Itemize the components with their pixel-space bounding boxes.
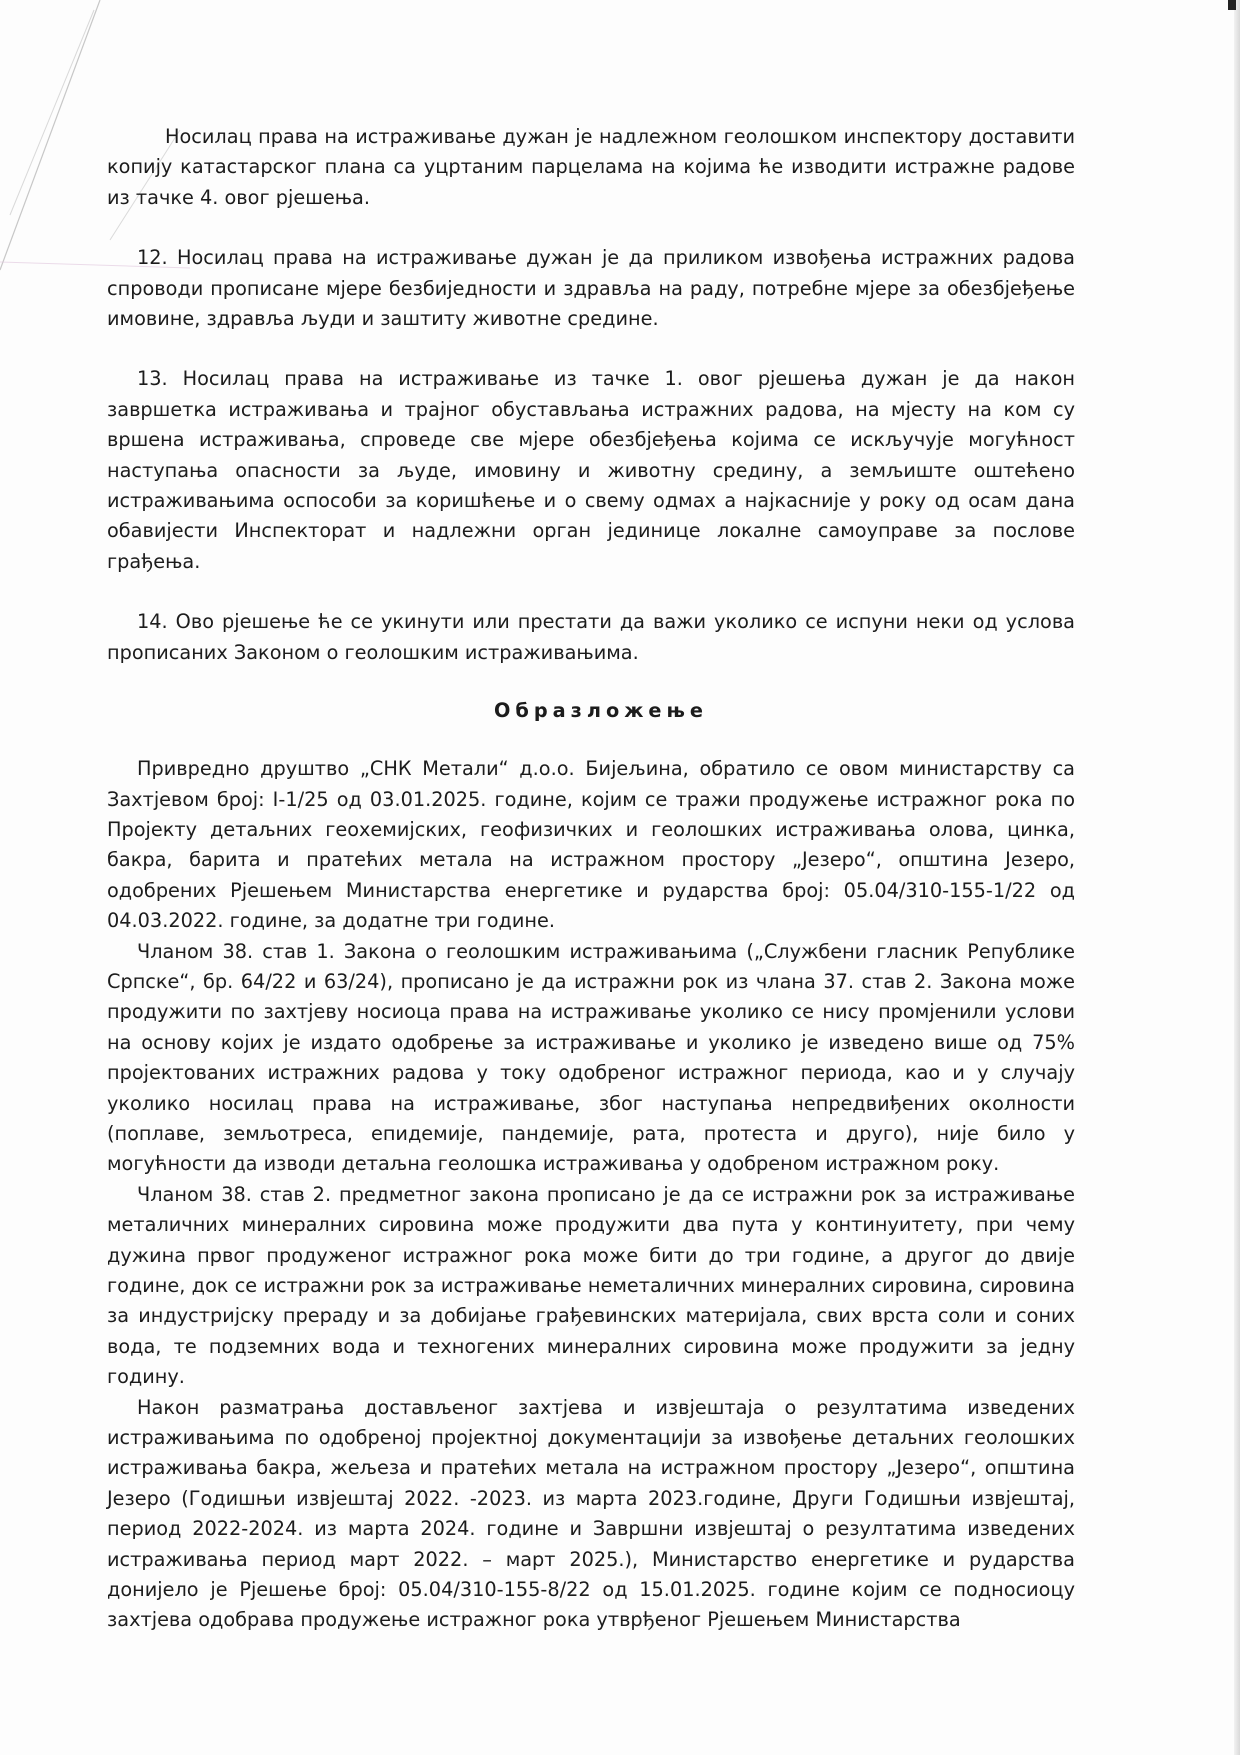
explanation-paragraph-2: Чланом 38. став 1. Закона о геолошким истраживањима („Службени гласник Републике Српске“, бр. 64/22 и 63/24), прописано је да истражни рок из члана 37. став 2. Закона може продужити по захтјеву носиоца права на истраживање уколико се нису промјенили услови на основу којих је издато одобрење за истраживање и уколико је изведено више од 75% пројектованих истражних радова у току одобреног истражног периода, као и у случају уколико носилац права на истраживање, због наступања непредвиђених околности (поплаве, земљотреса, епидемије, пандемије, рата, протеста и друго), није било у могућности да изводи детаљна геолошка истраживања у одобреном истражном року. xyxy=(107,939,1075,1176)
document-body xyxy=(107,122,1075,1636)
paragraph-14: 14. Ово рјешење ће се укинути или престати да важи уколико се испуни неки од услова прописаних Законом о геолошким истраживањима. xyxy=(107,610,1075,664)
explanation-paragraph-4: Након разматрања достављеног захтјева и извјештаја о резултатима изведених истраживањима по одобреној пројектној документацији за извођење детаљних геолошких истраживања бакра, жељеза и пратећих метала на истражном простору „Језеро“, општина Језеро (Годишњи извјештај 2022. -2023. из марта 2023.године, Други Годишњи извјештај, период 2022-2024. из марта 2024. године и Завршни извјештај о резултатима изведених истраживања период март 2022. – март 2025.), Министарство енергетике и рударства донијело је Рјешење број: 05.04/310-155-8/22 од 15.01.2025. године којим се подносиоцу захтјева одобрава продужење истражног рока утврђеног Рјешењем Министарства xyxy=(107,1395,1075,1632)
scan-right-edge xyxy=(1234,0,1240,1755)
explanation-paragraph-3: Чланом 38. став 2. предметног закона прописано је да се истражни рок за истраживање металичних минералних сировина може продужити два пута у континуитету, при чему дужина првог продуженог истражног рока може бити до три године, а другог до двије године, док се истражни рок за истраживање неметаличних минералних сировина, сировина за индустријску прераду и за добијање грађевинских материјала, свих врста соли и соних вода, те подземних вода и техногених минералних сировина може продужити за једну годину. xyxy=(107,1182,1075,1389)
paragraph-11-continued: Носилац права на истраживање дужан је надлежном геолошком инспектору доставити копију катастарског плана са уцртаним парцелама на којима ће изводити истражне радове из тачке 4. овог рјешења. xyxy=(107,125,1075,209)
scan-corner-mark xyxy=(1228,0,1236,10)
paragraph-13: 13. Носилац права на истраживање из тачке 1. овог рјешења дужан је да након завршетка истраживања и трајног обустављања истражних радова, на мјесту на ком су вршена истраживања, спроведе све мјере обезбјеђења којима се искључује могућност наступања опасности за људе, имовину и животну средину, а земљиште оштећено истраживањима оспособи за коришћење и о свему одмах а најкасније у року од осам дана обавијести Инспекторат и надлежни орган јединице локалне самоуправе за послове грађења. xyxy=(107,367,1075,573)
explanation-paragraph-1: Привредно друштво „СНК Метали“ д.о.о. Бијељина, обратило се овом министарству са Захтјевом број: I-1/25 од 03.01.2025. године, којим се тражи продужење истражног рока по Пројекту детаљних геохемијских, геофизичких и геолошких истраживања олова, цинка, бакра, барита и пратећих метала на истражном простору „Језеро“, општина Језеро, одобрених Рјешењем Министарства енергетике и рударства број: 05.04/310-155-1/22 од 04.03.2022. године, за додатне три године. xyxy=(107,757,1075,933)
paragraph-12: 12. Носилац права на истраживање дужан је да приликом извођења истражних радова спроводи прописане мјере безбиједности и здравља на раду, потребне мјере за обезбјеђење имовине, здравља људи и заштиту животне средине. xyxy=(107,246,1075,331)
section-heading: Образложење xyxy=(493,699,708,723)
